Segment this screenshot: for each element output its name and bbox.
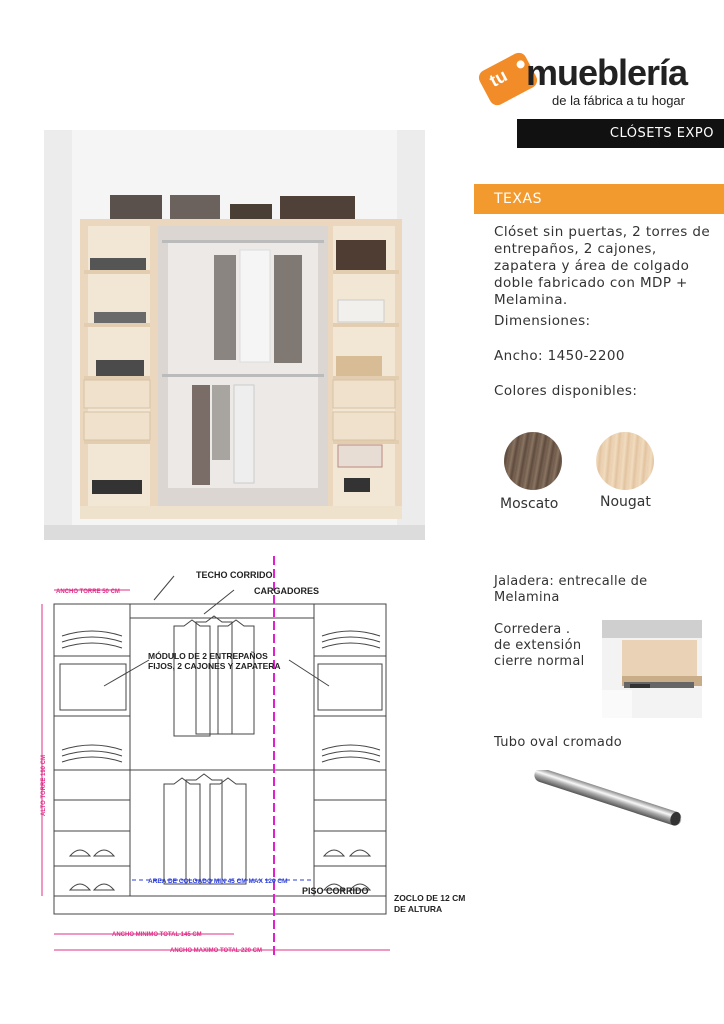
slide-line-3: cierre normal: [494, 654, 585, 669]
color-swatch-moscato: [504, 432, 562, 490]
label-modulo-2: FIJOS, 2 CAJONES Y ZAPATERA: [148, 661, 281, 671]
logo-tagline: de la fábrica a tu hogar: [552, 93, 685, 108]
color-name-moscato: Moscato: [500, 496, 559, 512]
label-zoclo-1: ZOCLO DE 12 CM: [394, 893, 466, 903]
label-zoclo-2: DE ALTURA: [394, 904, 443, 914]
closet-photo: [44, 130, 425, 540]
label-area-colgado: AREA DE COLGADO MIN 45 CM MAX 120 CM: [148, 878, 288, 885]
drawer-slide-image: [602, 620, 702, 718]
handle-line-1: Jaladera: entrecalle de: [494, 574, 648, 589]
slide-text: [494, 622, 585, 670]
label-alto-torre: ALTO TORRE 190 CM: [41, 754, 47, 816]
handle-line-2: Melamina: [494, 590, 560, 605]
label-techo: TECHO CORRIDO: [196, 570, 273, 580]
color-swatch-nougat: [596, 432, 654, 490]
technical-diagram: [34, 556, 474, 956]
model-title: TEXAS: [474, 184, 724, 214]
color-name-nougat: Nougat: [600, 494, 651, 510]
width-label: Ancho: 1450-2200: [494, 348, 625, 364]
slide-line-2: de extensión: [494, 638, 582, 653]
label-ancho-min: ANCHO MINIMO TOTAL 145 CM: [112, 932, 202, 938]
brand-logo: [482, 52, 712, 116]
colors-label: Colores disponibles:: [494, 383, 638, 399]
oval-tube-image: [528, 770, 688, 830]
label-modulo-1: MÓDULO DE 2 ENTREPAÑOS: [148, 651, 268, 661]
section-title: CLÓSETS EXPO: [517, 119, 724, 148]
dimensions-label: Dimensiones:: [494, 313, 591, 329]
label-cargadores: CARGADORES: [254, 586, 320, 596]
label-ancho-max: ANCHO MAXIMO TOTAL 220 CM: [170, 948, 263, 954]
label-piso: PISO CORRIDO: [302, 886, 369, 896]
logo-tag-text: tu: [486, 65, 511, 91]
tube-text: Tubo oval cromado: [494, 735, 622, 750]
label-ancho-torre: ANCHO TORRE 50 CM: [56, 589, 120, 595]
logo-name: mueblería: [526, 52, 688, 93]
slide-line-1: Corredera .: [494, 622, 571, 637]
handle-text: [494, 574, 647, 606]
product-description: Clóset sin puertas, 2 torres de entrepaños, 2 cajones, zapatera y área de colgado doble fabricado con MDP + Melamina.: [494, 224, 711, 308]
